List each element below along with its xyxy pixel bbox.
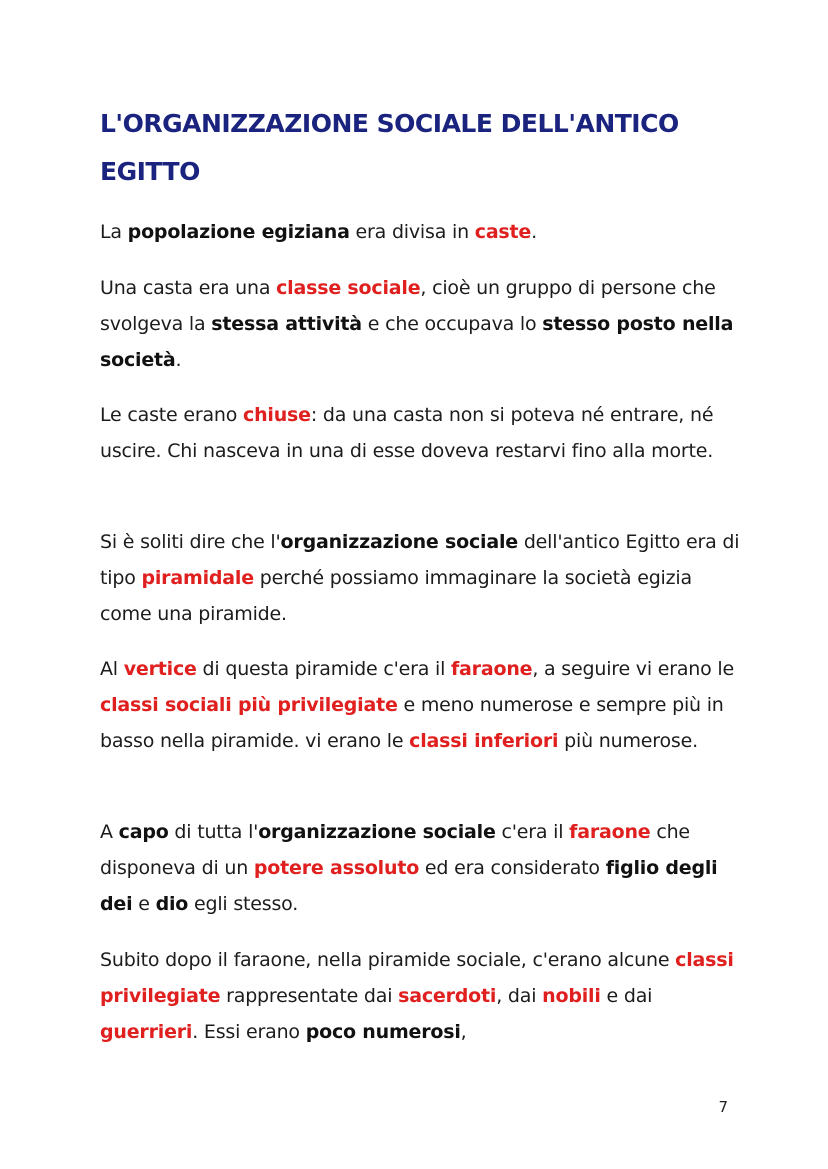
highlight-keyword: classe sociale xyxy=(276,277,421,299)
bold-keyword: figlio degli dei xyxy=(100,857,718,915)
paragraph-casta-definition: Una casta era una classe sociale, cioè un gruppo di persone che svolgeva la stessa attività e che occupava lo stesso posto nella società. xyxy=(100,277,734,371)
highlight-keyword: faraone xyxy=(569,821,651,843)
paragraph-faraone: A capo di tutta l'organizzazione sociale c'era il faraone che disponeva di un potere assoluto ed era considerato figlio degli dei e dio egli stesso. xyxy=(100,821,718,915)
page-title: L'ORGANIZZAZIONE SOCIALE DELL'ANTICO EGITTO xyxy=(100,109,679,186)
highlight-keyword: nobili xyxy=(542,985,601,1007)
paragraph-classi-privilegiate: Subito dopo il faraone, nella piramide sociale, c'erano alcune classi privilegiate rappresentate dai sacerdoti, dai nobili e dai guerrieri. Essi erano poco numerosi, xyxy=(100,949,734,1043)
bold-keyword: capo xyxy=(118,821,169,843)
paragraph-vertice: Al vertice di questa piramide c'era il faraone, a seguire vi erano le classi sociali più privilegiate e meno numerose e sempre più in basso nella piramide. vi erano le classi inferiori più numerose. xyxy=(100,658,734,752)
highlight-keyword: chiuse xyxy=(243,404,311,426)
bold-keyword: stessa attività xyxy=(211,313,362,335)
paragraph-caste: La popolazione egiziana era divisa in caste. xyxy=(100,221,537,243)
highlight-keyword: piramidale xyxy=(141,567,254,589)
highlight-keyword: classi sociali più privilegiate xyxy=(100,694,398,716)
bold-keyword: popolazione egiziana xyxy=(127,221,350,243)
bold-keyword: stesso posto nella società xyxy=(100,313,734,371)
highlight-keyword: vertice xyxy=(123,658,197,680)
paragraph-caste-chiuse: Le caste erano chiuse: da una casta non si poteva né entrare, né uscire. Chi nasceva in una di esse doveva restarvi fino alla morte. xyxy=(100,404,714,462)
highlight-keyword: caste xyxy=(474,221,532,243)
highlight-keyword: guerrieri xyxy=(100,1021,193,1043)
highlight-keyword: faraone xyxy=(450,658,533,680)
highlight-keyword: classi privilegiate xyxy=(100,949,734,1007)
highlight-keyword: sacerdoti xyxy=(398,985,497,1007)
bold-keyword: organizzazione sociale xyxy=(258,821,496,843)
page-number: 7 xyxy=(718,1098,728,1116)
bold-keyword: poco numerosi xyxy=(305,1021,461,1043)
highlight-keyword: potere assoluto xyxy=(253,857,420,879)
highlight-keyword: classi inferiori xyxy=(409,730,559,752)
bold-keyword: organizzazione sociale xyxy=(280,531,518,553)
paragraph-piramidale: Si è soliti dire che l'organizzazione sociale dell'antico Egitto era di tipo piramidale perché possiamo immaginare la società egizia come una piramide. xyxy=(100,531,740,625)
bold-keyword: dio xyxy=(155,893,189,915)
